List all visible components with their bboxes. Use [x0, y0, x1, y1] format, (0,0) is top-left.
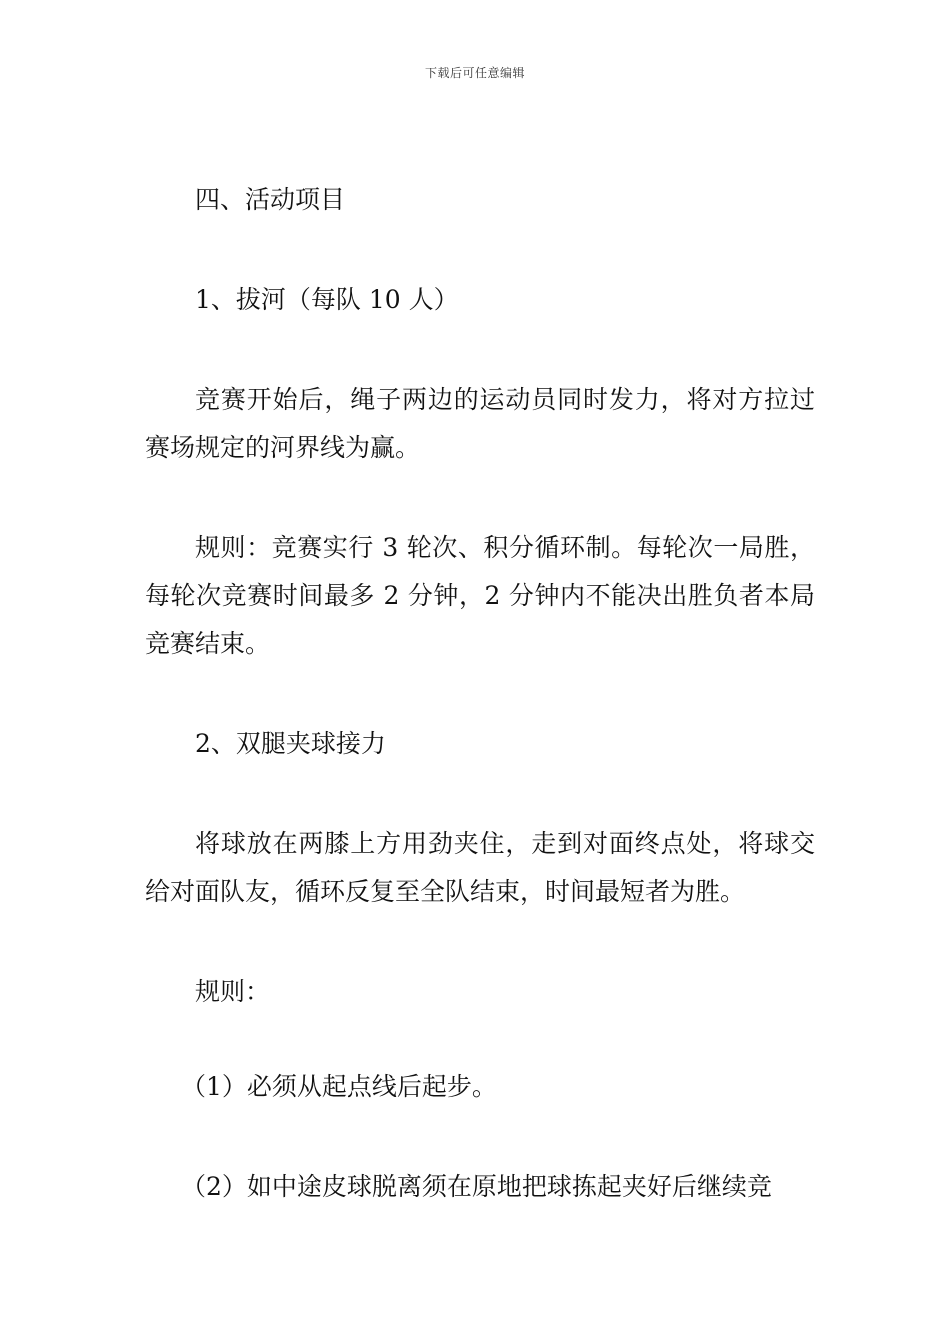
rule-item-1: （1）必须从起点线后起步。 [181, 1072, 497, 1101]
paragraph-tug-of-war-description: 竞赛开始后，绳子两边的运动员同时发力，将对方拉过赛场规定的河界线为赢。 [145, 385, 815, 462]
rule-item-2: （2）如中途皮球脱离须在原地把球拣起夹好后继续竞 [181, 1172, 772, 1201]
paragraph-ball-relay-description: 将球放在两膝上方用劲夹住，走到对面终点处，将球交给对面队友，循环反复至全队结束，时间最短者为胜。 [145, 829, 815, 906]
rules-label: 规则： [195, 977, 271, 1006]
item-heading-ball-relay: 2、双腿夹球接力 [195, 729, 386, 758]
item-heading-tug-of-war: 1、拔河（每队 10 人） [195, 285, 459, 314]
paragraph-tug-of-war-rules: 规则：竞赛实行 3 轮次、积分循环制。每轮次一局胜，每轮次竞赛时间最多 2 分钟，2 分钟内不能决出胜负者本局竞赛结束。 [145, 533, 815, 658]
section-heading: 四、活动项目 [195, 185, 346, 214]
page-header: 下载后可任意编辑 [424, 66, 525, 80]
document-body [145, 176, 815, 1211]
